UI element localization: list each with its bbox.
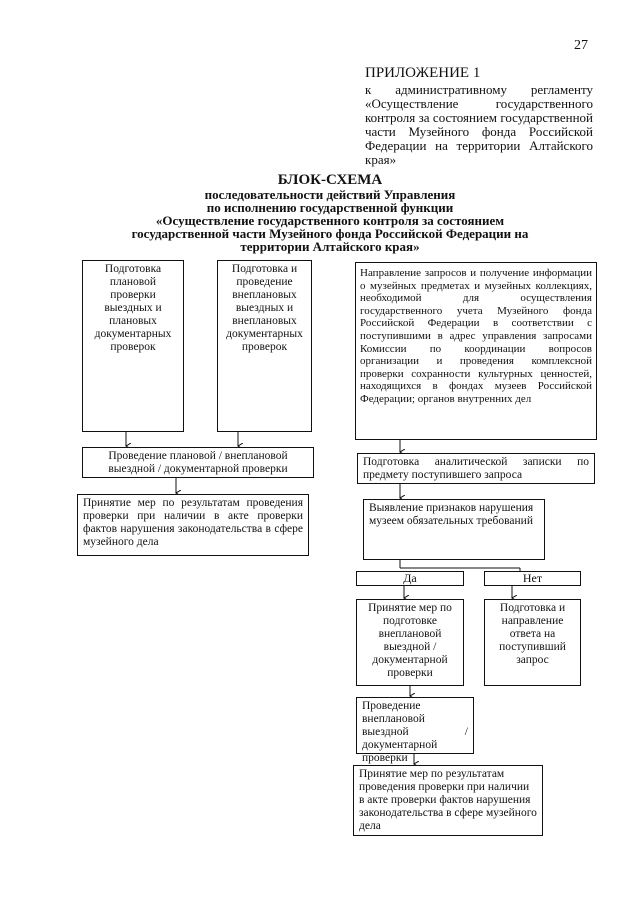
box-prep-unplanned: Подготовка и проведение внеплановых выездных и внеплановых документарных проверок [217, 260, 312, 432]
box-conduct-unplanned: Проведение внеплановой выездной / документарной проверки [356, 697, 474, 754]
heading-title: БЛОК-СХЕМА [277, 172, 383, 188]
heading-line-5: государственной части Музейного фонда Российской Федерации на [131, 226, 529, 241]
box-measures-final: Принятие мер по результатам проведения проверки при наличии в акте проверки фактов нарушения законодательства в сфере музейного дела [353, 765, 543, 836]
heading-line-4: «Осуществление государственного контроля за состоянием [155, 213, 505, 228]
heading-line-6: территории Алтайского края» [240, 239, 420, 254]
box-prep-planned: Подготовка плановой проверки выездных и плановых документарных проверок [82, 260, 184, 432]
box-reply: Подготовка и направление ответа на поступивший запрос [484, 599, 581, 686]
heading-line-2: последовательности действий Управления [204, 187, 456, 202]
box-requests: Направление запросов и получение информации о музейных предметах и музейных коллекциях, необходимой для осуществления государственного учета Музейного фонда Российской Федерации в соответствии с поступившими в адрес управления запросами Комиссии по координации вопросов организации и проведения комплексной проверки сохранности культурных ценностей, находящихся в фондах музеев Российской Федерации; органов внутренних дел [355, 262, 597, 440]
box-analytic-note: Подготовка аналитической записки по предмету поступившего запроса [357, 453, 595, 484]
box-measures-left: Принятие мер по результатам проведения проверки при наличии в акте проверки фактов нарушения законодательства в сфере музейного дела [77, 494, 309, 556]
box-detect: Выявление признаков нарушения музеем обязательных требований [363, 499, 545, 560]
annex-title: ПРИЛОЖЕНИЕ 1 [365, 65, 481, 81]
box-conduct: Проведение плановой / внеплановой выездной / документарной проверки [82, 447, 314, 478]
heading-line-3: по исполнению государственной функции [206, 200, 454, 215]
box-measures-prep: Принятие мер по подготовке внеплановой выездной / документарной проверки [356, 599, 464, 686]
page-number: 27 [574, 38, 588, 53]
label-yes: Да [356, 571, 464, 586]
label-no: Нет [484, 571, 581, 586]
annex-text: к административному регламенту «Осуществление государственного контроля за состоянием государственной части Музейного фонда Российской Федерации на территории Алтайского края» [365, 82, 593, 167]
